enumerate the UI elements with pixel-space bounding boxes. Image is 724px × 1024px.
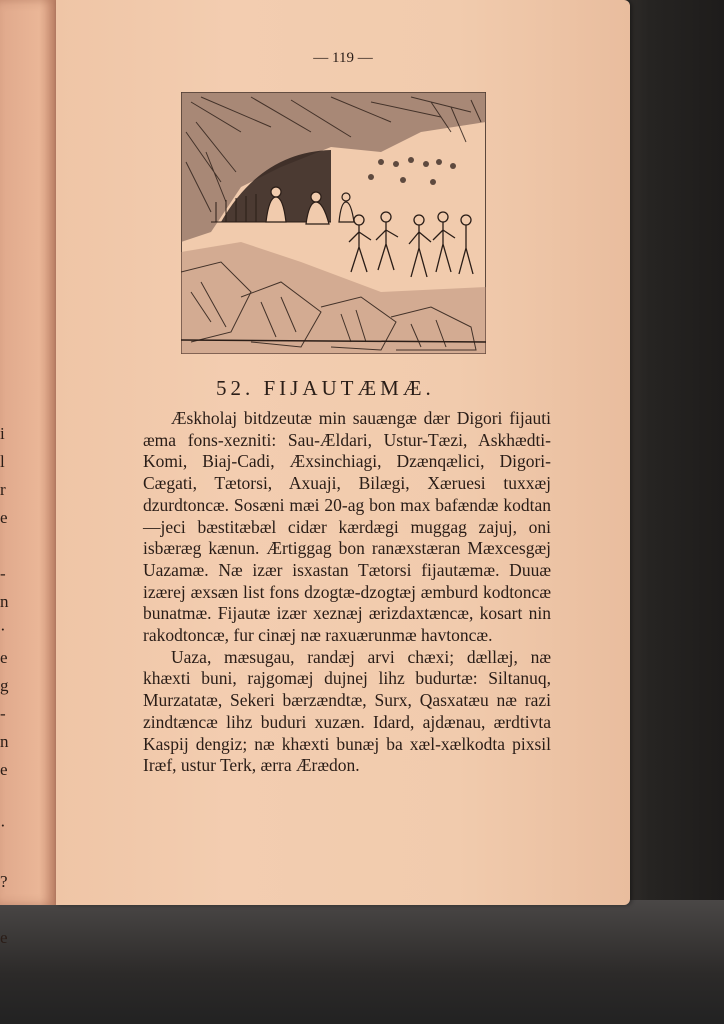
margin-fragment: e — [0, 648, 8, 667]
paragraph: Uaza, mæsugau, randæj arvi chæxi; dællæj, næ khæxti buni, rajgomæj dujnej lihz budurtæ: Siltanuq, Murzatatæ, Sekeri bærzændtæ, Surx, Qasxatæu næ razi zindtæncæ lihz buduri xuzæn. Idard, ajdænau, ærdtivta Kaspij dengiz; næ khæxti bunæj ba xæl-xælkodta pixsil Iræf, ustur Terk, ærra Ærædon. — [143, 646, 551, 776]
left-page-edge — [0, 0, 56, 947]
margin-fragment: e — [0, 760, 8, 779]
chapter-body — [143, 408, 551, 777]
page-number: — 119 — — [313, 50, 373, 66]
margin-fragment: · — [0, 620, 6, 639]
margin-fragment: g — [0, 676, 9, 695]
margin-fragment — [0, 896, 14, 924]
margin-fragment: r — [0, 480, 6, 499]
book-page — [56, 0, 630, 905]
paragraph: Æskholaj bitdzeutæ min sauængæ dær Digori fijauti æma fons-xezniti: Sau-Ældari, Ustur-Tæzi, Askhædti-Komi, Biaj-Cadi, Æxsinchiagi, Dzænqælici, Digori-Cægati, Tætorsi, Axuaji, Bilægi, Xæruesi tuxxæj dzurdtoncæ. Sosæni mæi 20-ag bon max bafændæ kodtan—jeci bæstitæbæl cidær kærdægi muggag zajuj, oni isbæræg kænun. Ærtiggag bon ranæxstæran Mæxcesgæj Uazamæ. Næ izær isxastan Tætorsi fijautæmæ. Duuæ izærej æxsæn list fons dzogtæ-dzogtæj æmburd kodtoncæ bunatmæ. Fijautæ izær xeznæj ærizdaxtæncæ, kosart nin rakodtoncæ, fur cinæj næ raxuærunmæ havtoncæ. — [143, 408, 551, 646]
left-page-margin-text — [0, 420, 14, 952]
margin-fragment: i — [0, 424, 5, 443]
margin-fragment: ? — [0, 872, 8, 891]
margin-fragment: n — [0, 592, 9, 611]
margin-fragment: - — [0, 704, 6, 723]
chapter-heading — [216, 376, 546, 401]
margin-fragment: e — [0, 928, 8, 947]
margin-fragment — [0, 840, 14, 868]
margin-fragment — [0, 532, 14, 560]
margin-fragment: · — [0, 816, 6, 835]
margin-fragment: n — [0, 732, 9, 751]
margin-fragment: e — [0, 508, 8, 527]
chapter-number: 52. — [216, 376, 255, 400]
background-bottom — [0, 900, 724, 1024]
margin-fragment: - — [0, 564, 6, 583]
chapter-title: FIJAUTÆMÆ. — [263, 376, 435, 400]
margin-fragment: l — [0, 452, 5, 471]
mountain-procession-illustration — [181, 92, 486, 354]
margin-fragment — [0, 784, 14, 812]
